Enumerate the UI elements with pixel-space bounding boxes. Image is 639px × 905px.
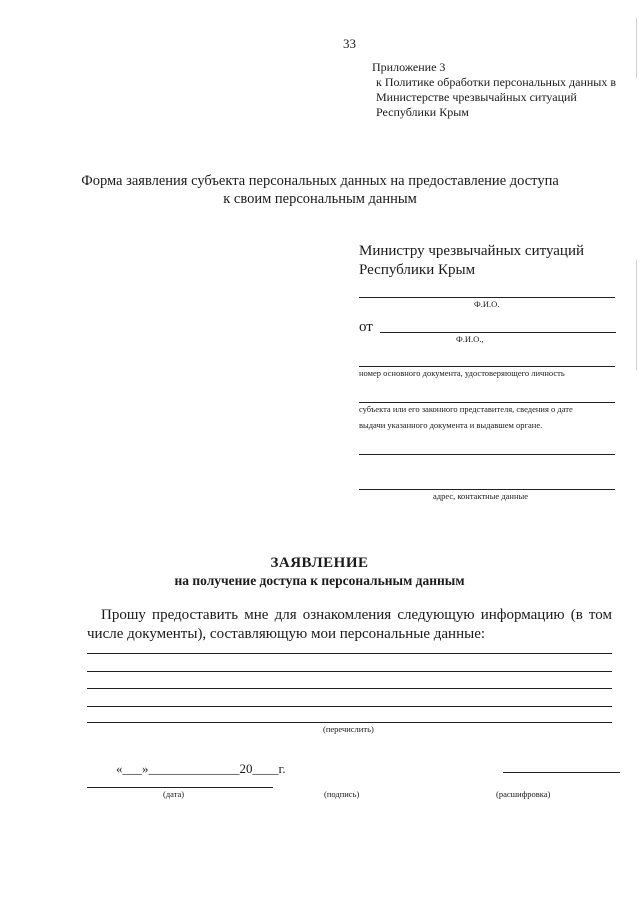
date-field[interactable]: «___»______________20____г. bbox=[116, 761, 286, 776]
addressee-line: Министру чрезвычайных ситуаций bbox=[359, 243, 585, 259]
statement-heading: ЗАЯВЛЕНИЕ bbox=[270, 555, 369, 571]
list-line[interactable] bbox=[87, 706, 612, 707]
addressee-line: Республики Крым bbox=[359, 262, 476, 278]
form-title-line: к своим персональным данным bbox=[223, 191, 417, 207]
appendix-line: Республики Крым bbox=[376, 105, 469, 119]
subject-caption: субъекта или его законного представителя, сведения о дате bbox=[359, 404, 573, 414]
list-line[interactable] bbox=[87, 671, 612, 672]
decode-caption: (расшифровка) bbox=[496, 789, 551, 799]
scan-edge-mark bbox=[636, 18, 637, 78]
list-line[interactable] bbox=[87, 722, 612, 723]
appendix-line: Министерстве чрезвычайных ситуаций bbox=[376, 90, 577, 104]
appendix-line: к Политике обработки персональных данных в bbox=[376, 75, 617, 89]
fio-caption: Ф.И.О. bbox=[474, 299, 500, 309]
date-sign-line[interactable] bbox=[87, 787, 273, 788]
issue-caption: выдачи указанного документа и выдавшем органе. bbox=[359, 420, 543, 430]
scan-edge-mark bbox=[636, 260, 637, 370]
doc-number-caption: номер основного документа, удостоверяющего личность bbox=[359, 368, 565, 378]
addressee-block bbox=[359, 242, 584, 280]
form-title bbox=[30, 172, 610, 208]
list-line[interactable] bbox=[87, 688, 612, 689]
list-caption: (перечислить) bbox=[323, 724, 374, 734]
date-caption: (дата) bbox=[163, 789, 185, 799]
decode-line[interactable] bbox=[503, 772, 620, 773]
fio-line[interactable] bbox=[359, 297, 615, 298]
statement-subheading: на получение доступа к персональным данным bbox=[174, 573, 465, 588]
sign-caption: (подпись) bbox=[324, 789, 360, 799]
statement-body-text: Прошу предоставить мне для ознакомления следующую информацию (в том числе документы), составляющую мои персональные данные: bbox=[87, 607, 612, 642]
from-fio-caption: Ф.И.О., bbox=[456, 334, 484, 344]
statement-body bbox=[87, 606, 612, 644]
blank-line[interactable] bbox=[359, 454, 615, 455]
doc-number-line[interactable] bbox=[359, 366, 615, 367]
subject-line[interactable] bbox=[359, 402, 615, 403]
from-label: от bbox=[359, 319, 373, 335]
appendix-block bbox=[372, 60, 617, 120]
form-title-line: Форма заявления субъекта персональных данных на предоставление доступа bbox=[81, 173, 559, 189]
list-line[interactable] bbox=[87, 653, 612, 654]
from-fio-line[interactable] bbox=[380, 332, 616, 333]
address-line[interactable] bbox=[359, 489, 615, 490]
appendix-title: Приложение 3 bbox=[372, 60, 446, 74]
page-number: 33 bbox=[343, 36, 356, 51]
address-caption: адрес, контактные данные bbox=[433, 491, 529, 501]
